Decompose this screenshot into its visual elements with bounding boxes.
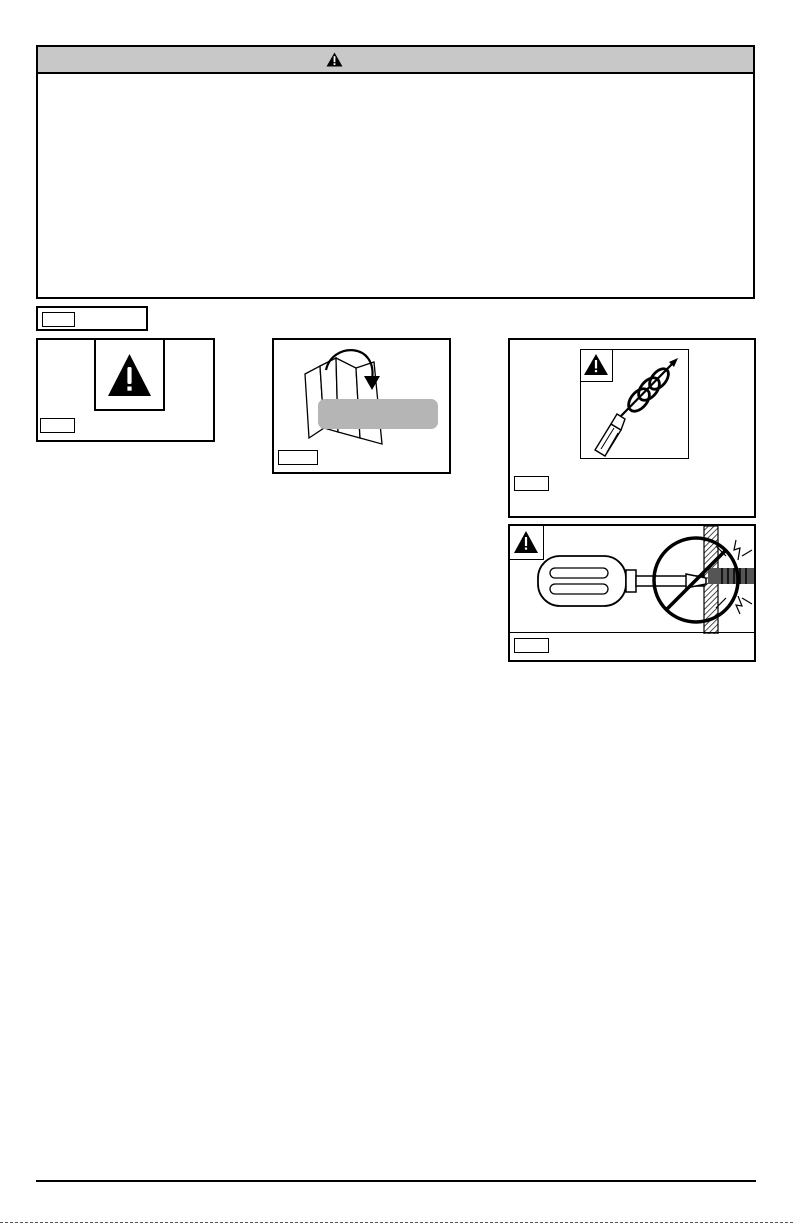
section-tag bbox=[36, 306, 148, 331]
figure-label-box bbox=[514, 476, 549, 491]
screwdriver-sign bbox=[580, 349, 689, 459]
figure-label bbox=[556, 638, 751, 653]
figure-label-box bbox=[278, 450, 318, 465]
footer-rule bbox=[36, 1180, 756, 1182]
read-manual-panel bbox=[272, 338, 451, 474]
figure-label-box bbox=[40, 418, 75, 433]
wall-screw-panel bbox=[508, 524, 756, 662]
warning-header bbox=[38, 47, 753, 74]
section-tag-box bbox=[42, 312, 75, 327]
screwdriver-icon bbox=[581, 350, 687, 457]
warning-triangle-icon bbox=[326, 52, 343, 67]
warning-triangle-icon bbox=[96, 340, 163, 409]
trim-line bbox=[0, 1222, 793, 1223]
figure-label-box bbox=[514, 638, 549, 653]
wall-screw-illustration bbox=[510, 526, 754, 634]
figure-label bbox=[324, 450, 442, 465]
manual-banner bbox=[318, 399, 438, 429]
caution-panel bbox=[36, 338, 215, 442]
warning-body-text bbox=[48, 83, 743, 288]
figure-label bbox=[556, 476, 751, 491]
caution-sign bbox=[94, 338, 165, 411]
screwdriver-panel bbox=[508, 338, 756, 518]
panel-divider bbox=[510, 632, 754, 633]
warning-box bbox=[36, 45, 755, 299]
section-tag-label bbox=[82, 312, 144, 327]
figure-label bbox=[80, 418, 210, 433]
